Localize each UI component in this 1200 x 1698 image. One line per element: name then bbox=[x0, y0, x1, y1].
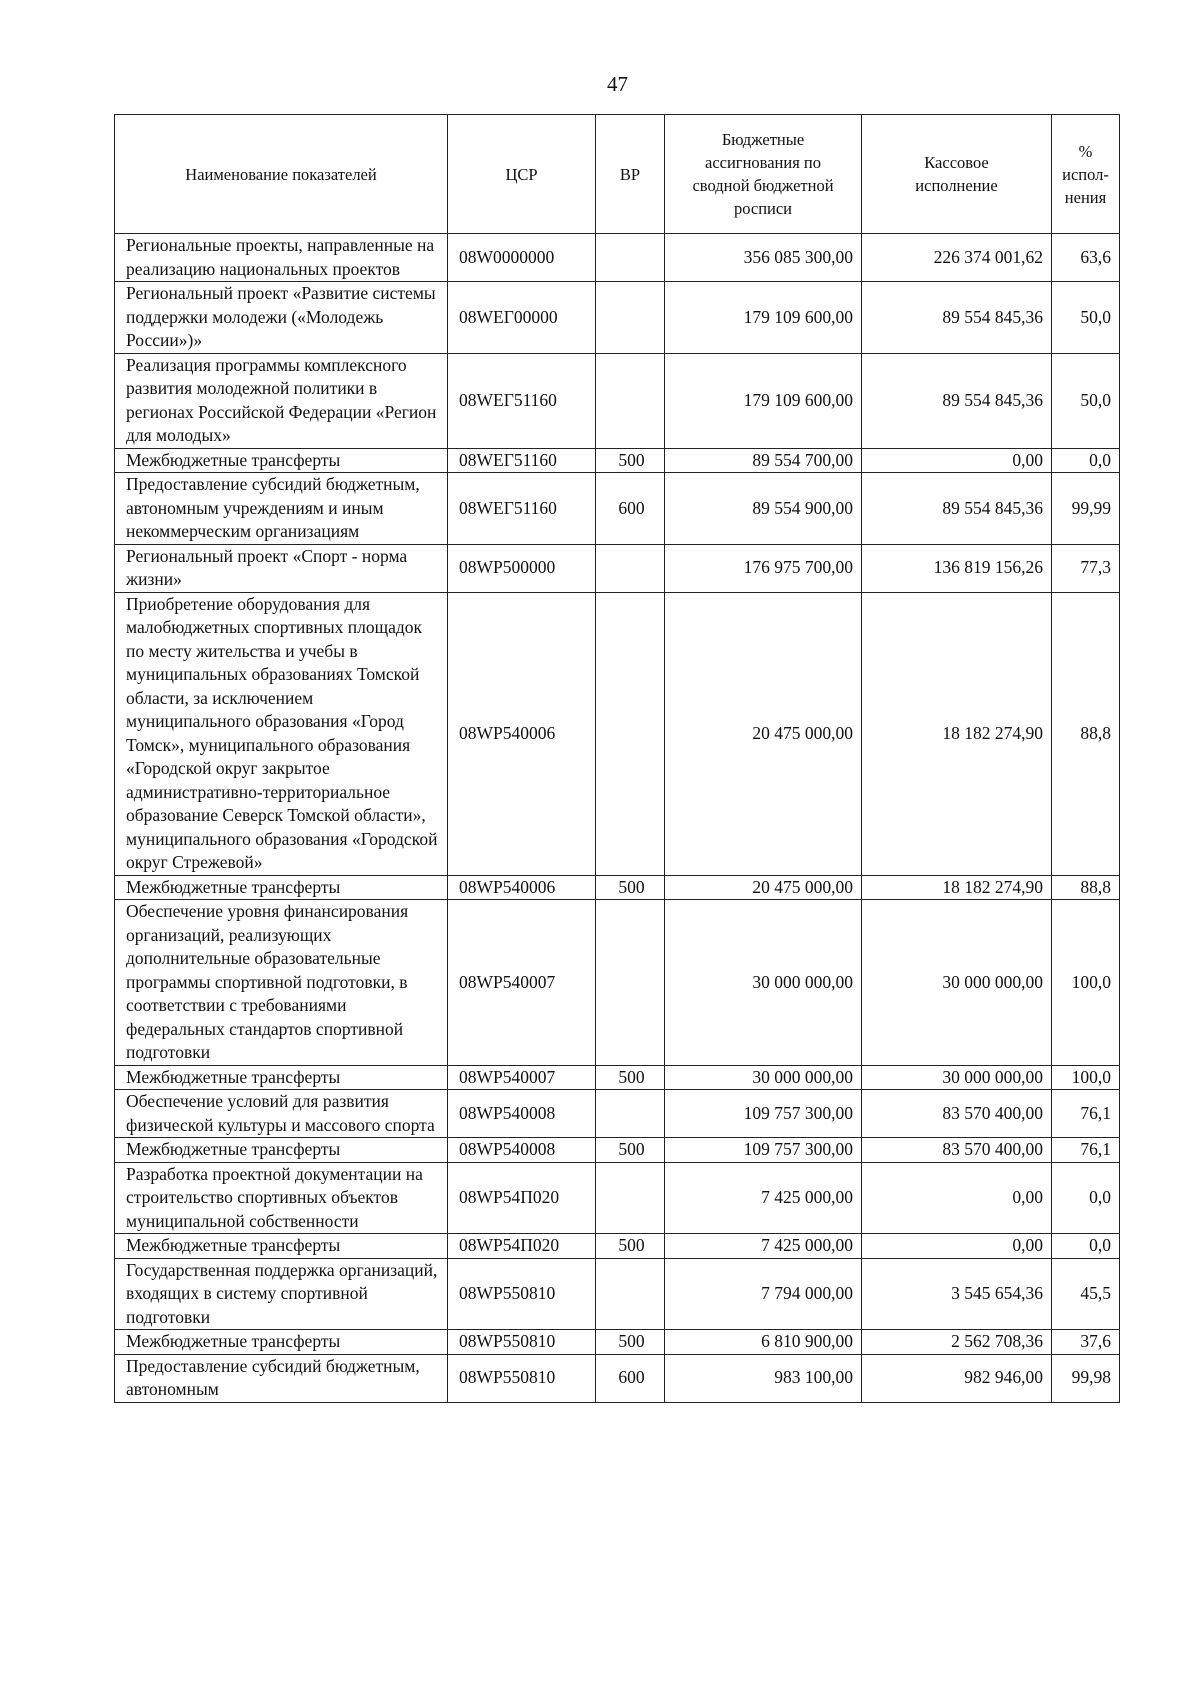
cell-vr bbox=[596, 1090, 665, 1138]
cell-assigned: 20 475 000,00 bbox=[665, 875, 862, 900]
cell-executed: 3 545 654,36 bbox=[862, 1258, 1052, 1330]
header-executed: Кассовое исполнение bbox=[862, 115, 1052, 234]
cell-percent: 99,99 bbox=[1052, 473, 1120, 545]
cell-percent: 63,6 bbox=[1052, 234, 1120, 282]
header-csr: ЦСР bbox=[448, 115, 596, 234]
header-vr: ВР bbox=[596, 115, 665, 234]
cell-csr: 08W0000000 bbox=[448, 234, 596, 282]
cell-vr bbox=[596, 1258, 665, 1330]
cell-name: Межбюджетные трансферты bbox=[115, 1138, 448, 1163]
cell-name: Межбюджетные трансферты bbox=[115, 875, 448, 900]
cell-vr: 500 bbox=[596, 1138, 665, 1163]
table-row bbox=[115, 473, 1120, 545]
cell-name: Государственная поддержка организаций, входящих в систему спортивной подготовки bbox=[115, 1258, 448, 1330]
cell-name: Обеспечение уровня финансирования организаций, реализующих дополнительные образовательные программы спортивной подготовки, в соответствии с требованиями федеральных стандартов спортивной подготовки bbox=[115, 900, 448, 1066]
cell-percent: 76,1 bbox=[1052, 1138, 1120, 1163]
cell-vr bbox=[596, 544, 665, 592]
cell-vr: 600 bbox=[596, 1354, 665, 1402]
cell-executed: 83 570 400,00 bbox=[862, 1138, 1052, 1163]
cell-percent: 45,5 bbox=[1052, 1258, 1120, 1330]
cell-assigned: 176 975 700,00 bbox=[665, 544, 862, 592]
cell-name: Приобретение оборудования для малобюджетных спортивных площадок по месту жительства и учебы в муниципальных образованиях Томской области, за исключением муниципального образования «Город Томск», муниципального образования «Городской округ закрытое административно-территориальное образование Северск Томской области», муниципального образования «Городской округ Стрежевой» bbox=[115, 592, 448, 875]
cell-executed: 89 554 845,36 bbox=[862, 353, 1052, 448]
cell-assigned: 179 109 600,00 bbox=[665, 353, 862, 448]
cell-percent: 77,3 bbox=[1052, 544, 1120, 592]
header-assigned: Бюджетные ассигнования по сводной бюджетной росписи bbox=[665, 115, 862, 234]
cell-vr: 600 bbox=[596, 473, 665, 545]
cell-assigned: 179 109 600,00 bbox=[665, 282, 862, 354]
table-row bbox=[115, 875, 1120, 900]
table-row bbox=[115, 1162, 1120, 1234]
cell-vr bbox=[596, 234, 665, 282]
cell-csr: 08WР550810 bbox=[448, 1258, 596, 1330]
cell-name: Разработка проектной документации на строительство спортивных объектов муниципальной собственности bbox=[115, 1162, 448, 1234]
cell-assigned: 983 100,00 bbox=[665, 1354, 862, 1402]
cell-vr: 500 bbox=[596, 875, 665, 900]
cell-assigned: 6 810 900,00 bbox=[665, 1330, 862, 1355]
cell-csr: 08WР540007 bbox=[448, 900, 596, 1066]
table-row bbox=[115, 448, 1120, 473]
table-row bbox=[115, 1354, 1120, 1402]
cell-assigned: 109 757 300,00 bbox=[665, 1090, 862, 1138]
cell-vr bbox=[596, 282, 665, 354]
table-row bbox=[115, 353, 1120, 448]
cell-vr bbox=[596, 353, 665, 448]
cell-assigned: 30 000 000,00 bbox=[665, 900, 862, 1066]
cell-executed: 136 819 156,26 bbox=[862, 544, 1052, 592]
cell-percent: 50,0 bbox=[1052, 353, 1120, 448]
cell-csr: 08WР550810 bbox=[448, 1330, 596, 1355]
cell-executed: 30 000 000,00 bbox=[862, 900, 1052, 1066]
cell-percent: 0,0 bbox=[1052, 448, 1120, 473]
cell-executed: 18 182 274,90 bbox=[862, 875, 1052, 900]
cell-name: Обеспечение условий для развития физической культуры и массового спорта bbox=[115, 1090, 448, 1138]
table-row bbox=[115, 900, 1120, 1066]
budget-execution-table bbox=[114, 114, 1120, 1403]
table-row bbox=[115, 234, 1120, 282]
cell-assigned: 20 475 000,00 bbox=[665, 592, 862, 875]
table-row bbox=[115, 1065, 1120, 1090]
cell-percent: 37,6 bbox=[1052, 1330, 1120, 1355]
cell-csr: 08WЕГ51160 bbox=[448, 473, 596, 545]
table-row bbox=[115, 1330, 1120, 1355]
cell-percent: 50,0 bbox=[1052, 282, 1120, 354]
cell-executed: 30 000 000,00 bbox=[862, 1065, 1052, 1090]
cell-csr: 08WР54П020 bbox=[448, 1162, 596, 1234]
table-row bbox=[115, 544, 1120, 592]
cell-name: Предоставление субсидий бюджетным, автономным bbox=[115, 1354, 448, 1402]
table-row bbox=[115, 1258, 1120, 1330]
table-body bbox=[115, 234, 1120, 1403]
cell-assigned: 7 425 000,00 bbox=[665, 1234, 862, 1259]
cell-name: Региональные проекты, направленные на реализацию национальных проектов bbox=[115, 234, 448, 282]
cell-percent: 76,1 bbox=[1052, 1090, 1120, 1138]
cell-percent: 100,0 bbox=[1052, 1065, 1120, 1090]
cell-name: Межбюджетные трансферты bbox=[115, 1234, 448, 1259]
cell-csr: 08WР540008 bbox=[448, 1090, 596, 1138]
cell-csr: 08WР550810 bbox=[448, 1354, 596, 1402]
cell-executed: 89 554 845,36 bbox=[862, 282, 1052, 354]
cell-assigned: 356 085 300,00 bbox=[665, 234, 862, 282]
cell-vr bbox=[596, 1162, 665, 1234]
cell-csr: 08WЕГ00000 bbox=[448, 282, 596, 354]
page-number: 47 bbox=[607, 72, 628, 96]
table-row bbox=[115, 1090, 1120, 1138]
cell-assigned: 7 794 000,00 bbox=[665, 1258, 862, 1330]
cell-percent: 100,0 bbox=[1052, 900, 1120, 1066]
table-row bbox=[115, 592, 1120, 875]
cell-csr: 08WЕГ51160 bbox=[448, 448, 596, 473]
table-row bbox=[115, 282, 1120, 354]
cell-csr: 08WЕГ51160 bbox=[448, 353, 596, 448]
cell-vr bbox=[596, 592, 665, 875]
cell-percent: 88,8 bbox=[1052, 875, 1120, 900]
cell-executed: 2 562 708,36 bbox=[862, 1330, 1052, 1355]
cell-assigned: 89 554 900,00 bbox=[665, 473, 862, 545]
cell-executed: 0,00 bbox=[862, 1234, 1052, 1259]
cell-name: Региональный проект «Развитие системы поддержки молодежи («Молодежь России»)» bbox=[115, 282, 448, 354]
cell-vr bbox=[596, 900, 665, 1066]
cell-csr: 08WР540007 bbox=[448, 1065, 596, 1090]
cell-executed: 0,00 bbox=[862, 1162, 1052, 1234]
cell-vr: 500 bbox=[596, 1065, 665, 1090]
cell-assigned: 89 554 700,00 bbox=[665, 448, 862, 473]
cell-csr: 08WР540006 bbox=[448, 592, 596, 875]
cell-executed: 18 182 274,90 bbox=[862, 592, 1052, 875]
cell-executed: 982 946,00 bbox=[862, 1354, 1052, 1402]
cell-name: Предоставление субсидий бюджетным, автономным учреждениям и иным некоммерческим организациям bbox=[115, 473, 448, 545]
cell-name: Региональный проект «Спорт - норма жизни» bbox=[115, 544, 448, 592]
cell-name: Межбюджетные трансферты bbox=[115, 448, 448, 473]
table-row bbox=[115, 1234, 1120, 1259]
cell-vr: 500 bbox=[596, 448, 665, 473]
cell-assigned: 30 000 000,00 bbox=[665, 1065, 862, 1090]
header-name: Наименование показателей bbox=[115, 115, 448, 234]
cell-executed: 226 374 001,62 bbox=[862, 234, 1052, 282]
cell-csr: 08WР540008 bbox=[448, 1138, 596, 1163]
cell-name: Межбюджетные трансферты bbox=[115, 1330, 448, 1355]
cell-assigned: 7 425 000,00 bbox=[665, 1162, 862, 1234]
cell-percent: 0,0 bbox=[1052, 1234, 1120, 1259]
cell-name: Реализация программы комплексного развития молодежной политики в регионах Российской Федерации «Регион для молодых» bbox=[115, 353, 448, 448]
cell-assigned: 109 757 300,00 bbox=[665, 1138, 862, 1163]
table-header-row bbox=[115, 115, 1120, 234]
cell-percent: 0,0 bbox=[1052, 1162, 1120, 1234]
header-percent: % испол-нения bbox=[1052, 115, 1120, 234]
cell-vr: 500 bbox=[596, 1330, 665, 1355]
cell-csr: 08WР540006 bbox=[448, 875, 596, 900]
cell-executed: 0,00 bbox=[862, 448, 1052, 473]
cell-vr: 500 bbox=[596, 1234, 665, 1259]
cell-percent: 99,98 bbox=[1052, 1354, 1120, 1402]
cell-executed: 89 554 845,36 bbox=[862, 473, 1052, 545]
cell-executed: 83 570 400,00 bbox=[862, 1090, 1052, 1138]
cell-csr: 08WР500000 bbox=[448, 544, 596, 592]
cell-csr: 08WР54П020 bbox=[448, 1234, 596, 1259]
cell-name: Межбюджетные трансферты bbox=[115, 1065, 448, 1090]
cell-percent: 88,8 bbox=[1052, 592, 1120, 875]
table-row bbox=[115, 1138, 1120, 1163]
